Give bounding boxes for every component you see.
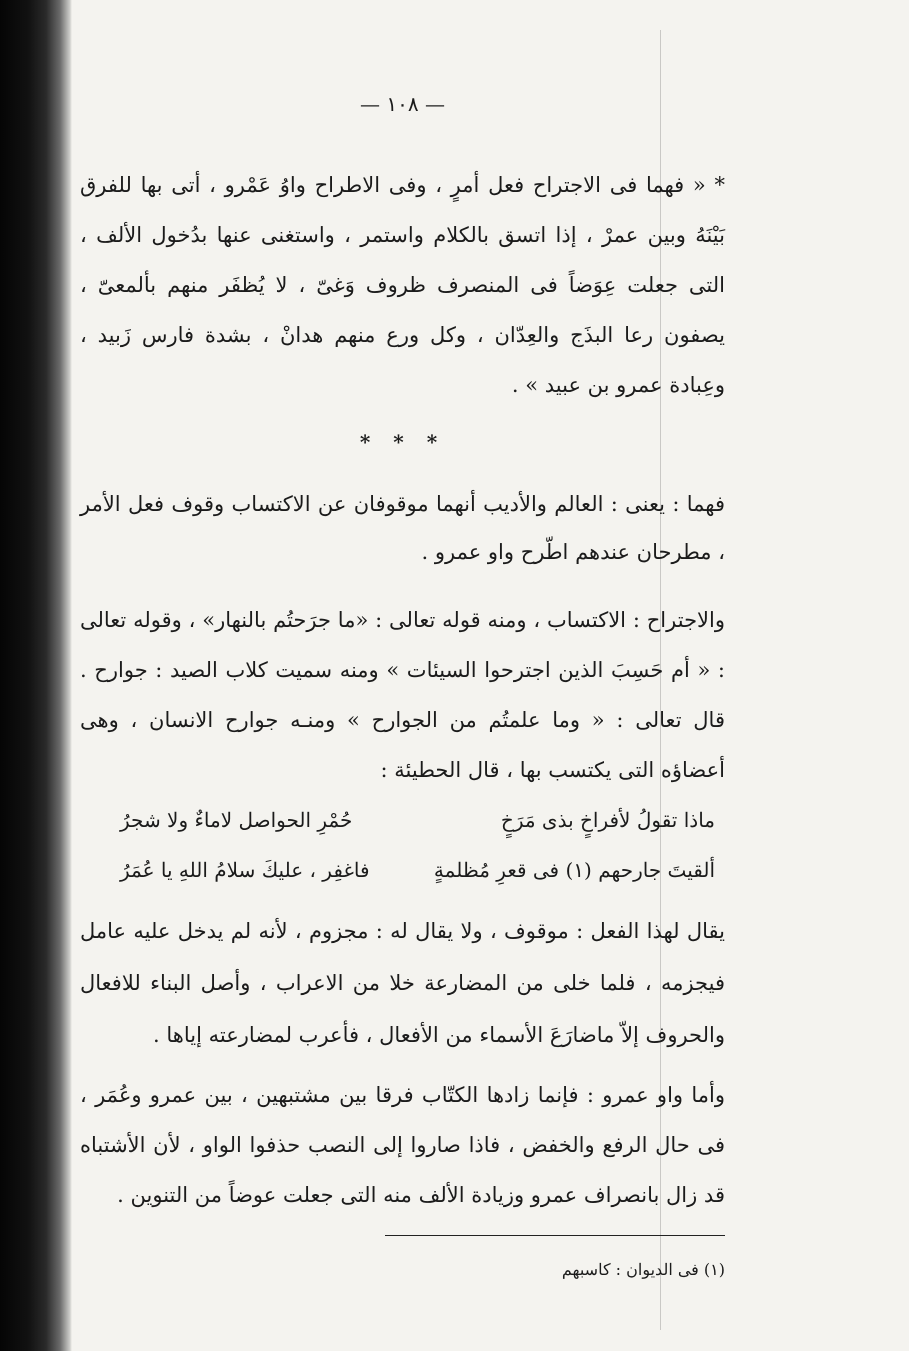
verse-second-hemistich: حُمْرِ الحواصل لاماءٌ ولا شجرُ bbox=[120, 808, 353, 832]
commentary-paragraph-2: والاجتراح : الاكتساب ، ومنه قوله تعالى : «ما جرَحتُم بالنهار» ، وقوله تعالى : « أم حَسِبَ الذين اجترحوا السيئات » ومنه سميت كلاب الصيد : جوارح . قال تعالى : « وما علمتُم من الجوارح » ومنـه جوارح الانسان ، وهى أعضاؤه التى يكتسب بها ، قال الحطيئة : bbox=[80, 608, 725, 782]
page-number: — ١٠٨ — bbox=[360, 92, 445, 116]
section-separator: * * * bbox=[359, 430, 446, 454]
verse-line bbox=[80, 845, 725, 895]
quoted-maqama-paragraph: * « فهما فى الاجتراح فعل أمرٍ ، وفى الاطراح واوُ عَمْرو ، أتى بها للفرق بَيْنَهُ وبين عمرْ ، إذا اتسق بالكلام واستمر ، واستغنى عنها بدُخول الألف ، التى جعلت عِوَضاً فى المنصرف ظروف وَغىّ ، لا يُظفَر منهم بألمعىّ ، يصفون رعا البذَج والعِدّان ، وكل ورع منهم هدانْ ، بشدة فارس زَبيد ، وعِبادة عمرو بن عبيد » . bbox=[80, 173, 725, 397]
verse-line bbox=[80, 795, 725, 845]
footnote-divider bbox=[385, 1235, 725, 1236]
commentary-paragraph-3: يقال لهذا الفعل : موقوف ، ولا يقال له : مجزوم ، لأنه لم يدخل عليه عامل فيجزمه ، فلما خلى من المضارعة خلا من الاعراب ، وأصل البناء للافعال والحروف إلاّ ماضارَعَ الأسماء من الأفعال ، فأعرب لمضارعته إياها . bbox=[80, 919, 725, 1047]
commentary-paragraph-4: وأما واو عمرو : فإنما زادها الكتّاب فرقا بين مشتبهين ، بين عمرو وعُمَر ، فى حال الرفع والخفض ، فاذا صاروا إلى النصب حذفوا الواو ، لأن الأشتباه قد زال بانصراف عمرو وزيادة الألف منه التى جعلت عوضاً من التنوين . bbox=[80, 1083, 725, 1207]
binding-shadow bbox=[0, 0, 72, 1351]
poetry-verses bbox=[80, 795, 725, 895]
footnote: (١) فى الديوان : كاسبهم bbox=[561, 1260, 725, 1279]
document-page bbox=[80, 60, 725, 1310]
verse-first-hemistich: ألقيتَ جارحهم (١) فى قعرِ مُظلمةٍ bbox=[433, 858, 715, 882]
verse-second-hemistich: فاغفِر ، عليكَ سلامُ اللهِ يا عُمَرُ bbox=[120, 858, 370, 882]
verse-first-hemistich: ماذا تقولُ لأفراخٍ بذى مَرَخٍ bbox=[500, 808, 715, 832]
commentary-paragraph-1: فهما : يعنى : العالم والأديب أنهما موقوفان عن الاكتساب وقوف فعل الأمر ، مطرحان عندهم اطّرح واو عمرو . bbox=[80, 492, 725, 564]
